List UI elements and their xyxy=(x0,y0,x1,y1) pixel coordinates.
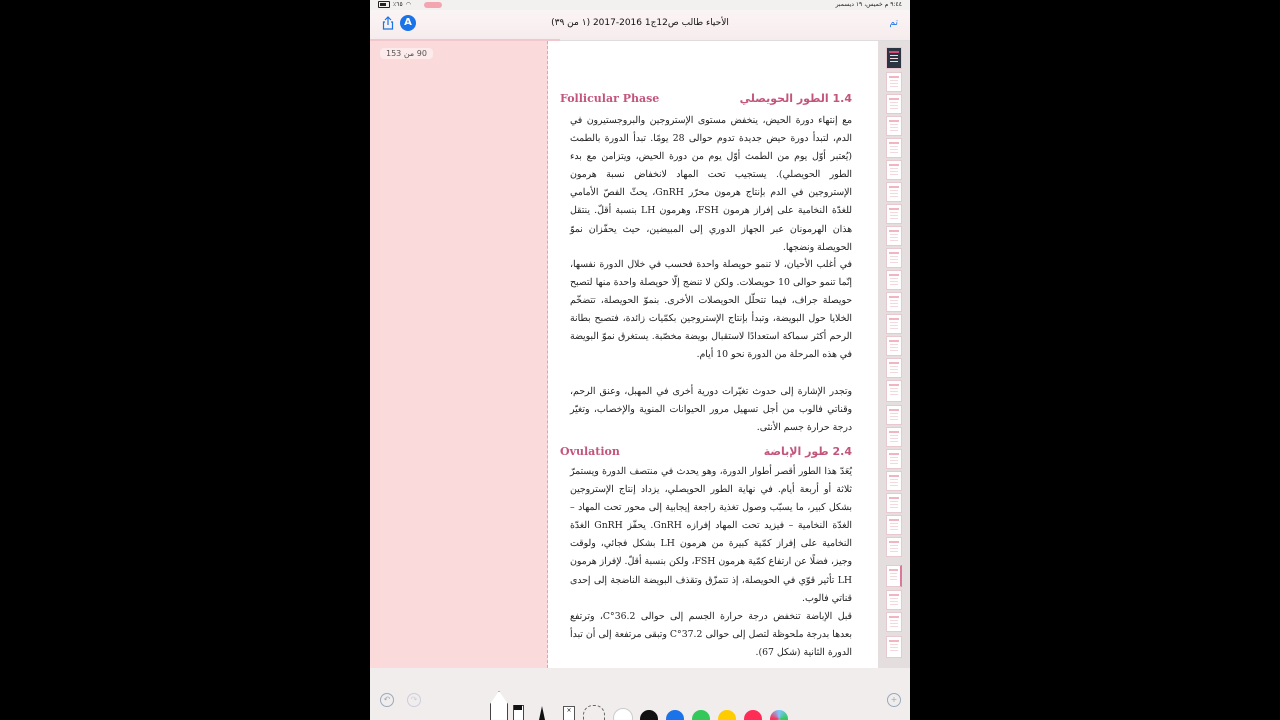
thumbnail[interactable] xyxy=(886,590,902,610)
thumbnail[interactable] xyxy=(886,537,902,557)
page-number-badge: 90 من 153 xyxy=(380,48,433,59)
undo-icon[interactable]: ↶ xyxy=(380,693,394,707)
status-bar xyxy=(370,0,910,10)
document-title: الأحياء طالب ص12ج1 2016-2017 (١ من ٣٩) xyxy=(551,18,729,28)
pen-tool-icon[interactable] xyxy=(490,691,508,720)
thumbnail[interactable] xyxy=(886,515,902,535)
thumbnail[interactable] xyxy=(886,636,902,658)
nav-bar xyxy=(370,10,910,41)
color-swatch-white[interactable] xyxy=(613,708,633,720)
section-title-en: Ovulation xyxy=(560,445,620,458)
thumbnail[interactable] xyxy=(886,72,902,92)
eraser-tool-icon[interactable]: × xyxy=(563,706,575,720)
thumbnail[interactable] xyxy=(886,292,902,312)
add-icon[interactable]: + xyxy=(887,693,901,707)
paragraph: يُعَدّ هذا الطور أقصر أطوار الدورة، وهو يحدث في منتصف الدورة ويستمرّ ثلاثة أو أربعة أيام. في نهاية الطور الحويصلي، يزداد إنتاج الإستروجين بشكل كبير، ما يسبّب وصول تغذية راجعة إيجابية إلى محور تحت المهاد – الغدّة النخامية – فيزيد تحت المهاد إفرازه GnRH. يحفّز GnRH الغدّة النخامية على إفراز كمّية كبيرة من هرمون LH بشكل فجائي، ولوقت وجيز، فضلًا عن ارتفاع كمّية هرمون FSH، ولكن بنسبة أقلّ. لإفراز هرمون LH تأثير قوّي في الحويصلة، إذ تتمزّق وتقذف البويضة الناضجة إلى إحدى قناتي فالوب. xyxy=(570,466,852,604)
thumbnail[interactable] xyxy=(886,94,902,114)
thumbnail[interactable] xyxy=(886,182,902,202)
marker-tool-icon[interactable] xyxy=(513,705,524,720)
section-title-ar: 2.4 طور الإباضة xyxy=(763,445,852,458)
section-heading-follicular xyxy=(560,92,852,106)
status-time-date: ٩:٤٤ م خميس، ١٩ ديسمبر xyxy=(835,1,902,8)
thumbnail[interactable] xyxy=(886,116,902,136)
pencil-tool-icon[interactable] xyxy=(539,706,545,720)
section-title-ar: 1.4 الطور الحويصلي xyxy=(739,92,852,105)
pdf-page xyxy=(548,41,878,668)
ipad-screen xyxy=(370,0,910,720)
thumbnail[interactable] xyxy=(886,336,902,356)
thumbnail[interactable] xyxy=(886,471,902,491)
document-view[interactable] xyxy=(370,41,878,668)
done-button[interactable]: تم xyxy=(889,18,898,28)
color-swatch-red[interactable] xyxy=(744,710,762,720)
thumbnail[interactable] xyxy=(886,47,902,69)
thumbnail[interactable] xyxy=(886,358,902,378)
thumbnail[interactable] xyxy=(886,160,902,180)
color-swatch-black[interactable] xyxy=(640,710,658,720)
redo-icon[interactable]: ↷ xyxy=(407,693,421,707)
wifi-icon: ◠ xyxy=(405,1,411,8)
paragraph: مع إنتهاء دورة الحيض، ينخفض مستوى الإستروجين والبروجستيرون في الدم، لتبدأ دورة حيض جديدة تدوم حوالى 28 يومًا. تبدأ الدورة بالطمث (يُعتبر أوّل يوم من الطمث أوّل يوم من دورة الحيض، ويتزامن مع بدء الطور الحويصلي). يستجيب تحت المهاد لانخفاض نسبة هرمون الإستروجين في الدم بإنتاج هرمون محرّر GnRH، يحثّ الفصّ الأمامي للغدّة النخامية على إفراز هرمون FSH، وهرمون LH بنسبة أقلّ. ينتقل هذان الهرمونان عبر الجهاز الدوري إلى المبيضين، حيث يحفّزان نموّ الحويصلة ونضجها. xyxy=(570,115,853,253)
thumbnail[interactable] xyxy=(886,380,902,402)
color-swatch-green[interactable] xyxy=(692,710,710,720)
thumbnail[interactable] xyxy=(886,405,902,425)
thumbnail[interactable] xyxy=(886,314,902,334)
thumbnail[interactable] xyxy=(886,493,902,513)
page-thumbnail-strip[interactable] xyxy=(878,41,910,668)
color-picker-icon[interactable] xyxy=(770,710,788,720)
thumbnail[interactable] xyxy=(886,449,902,469)
battery-percent: ٪٦٥ xyxy=(393,1,403,8)
recording-indicator xyxy=(424,2,442,8)
battery-icon xyxy=(378,1,390,8)
paragraph: في أغلب الأحيان، لا تنمو حويصلة واحدة فحسب في خلال الدورة نفسها، إنّما تنمو حوالى 10 حويصلات. ولكن لا تنضج إلّا حويصلة واحدة منها لتصبح حويصلة جراف، فيما تتحلّل الحويصلات الأخرى. بنموّ الحويصلة، تتضخّم الخلايا حول البويضة، وتبدأ بإنتاج الإستروجين بكمّيات زائدة، فتصبح بطانة الرحم أكثر سماكة استعدادًا لاستقبال بويضة مخصّبة. يستغرق نموّ البويضة في هذه المرحلة من الدورة نحو 10 أيام. xyxy=(570,259,852,361)
thumbnail[interactable] xyxy=(886,138,902,158)
lasso-tool-icon[interactable] xyxy=(583,705,605,720)
thumbnail[interactable] xyxy=(886,270,902,290)
thumbnail[interactable] xyxy=(886,204,902,224)
section-heading-ovulation xyxy=(560,445,852,459)
paragraph: قبل الإباضة تنخفض درجة حرارة الجسم إلى حوالى 36.2°C، وترتفع بعدها بدرجة ملحوظة لتصل إلى حوالى 37.2°C وتبقى مرتفعة إلى أن تبدأ الدورة الثانية (شكل 67). xyxy=(570,611,852,659)
markup-icon[interactable]: A xyxy=(400,15,416,31)
thumbnail[interactable] xyxy=(886,427,902,447)
section-title-en: Follicular Phase xyxy=(560,92,660,105)
markup-toolbar xyxy=(370,668,910,720)
thumbnail[interactable] xyxy=(886,226,902,246)
status-left xyxy=(378,1,442,8)
paragraph: وتجدر الإشارة إلى حدوث تغيّرات دورية أخرى في المهبل، وعنق الرحم، وقناتي فالوب من أجل تسهيل مرور الحيوانات المنوية والإخصاب، وتغيّر درجة حرارة جسم الأنثى. xyxy=(570,386,852,434)
thumbnail[interactable] xyxy=(886,248,902,268)
color-swatch-blue[interactable] xyxy=(666,710,684,720)
color-swatch-yellow[interactable] xyxy=(718,710,736,720)
thumbnail[interactable] xyxy=(886,612,902,632)
thumbnail-current[interactable] xyxy=(886,565,902,587)
page-margin xyxy=(370,41,548,668)
